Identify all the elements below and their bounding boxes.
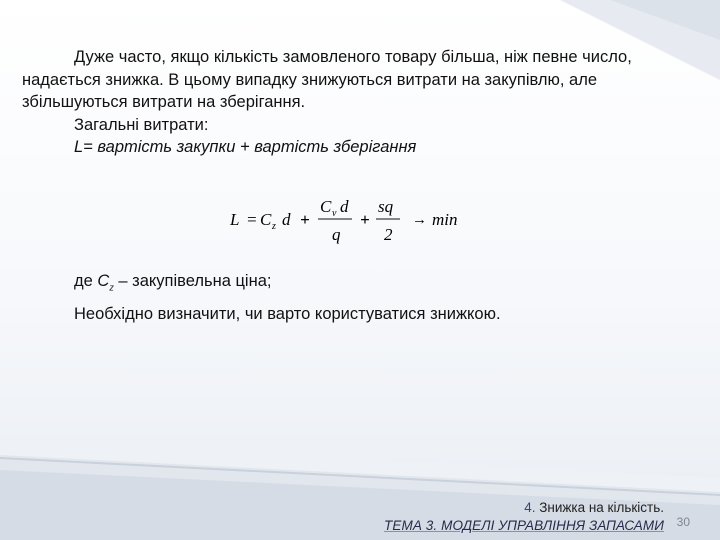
footer-section-title: Знижка на кількість. (535, 500, 664, 515)
formula-frac2-den: 2 (384, 225, 393, 244)
footer-section (524, 500, 664, 515)
paragraph-task: Необхідно визначити, чи варто користуватися знижкою. (74, 305, 501, 324)
formula-target: min (432, 210, 458, 229)
footer-section-number: 4. (524, 500, 536, 515)
formula-text: L= вартість закупки + вартість зберігання (74, 138, 417, 156)
formula-eq: = (246, 210, 258, 229)
variable-note (74, 268, 674, 301)
after-formula-block (74, 268, 674, 328)
page-number: 30 (676, 515, 690, 529)
note-variable-subscript: z (109, 282, 114, 293)
formula-plus-2: + (360, 210, 370, 229)
formula-frac1-den: q (332, 225, 341, 244)
formula-svg (226, 192, 486, 250)
paragraph-intro: Дуже часто, якщо кількість замовленого товару більша, ніж певне число, надається знижка. В цьому випадку знижуються витрати на закупівлю, але збільшуються витрати на зберігання. (22, 48, 632, 111)
formula-frac2-num: sq (378, 197, 394, 216)
formula-term1-d: d (282, 210, 291, 229)
cost-formula (226, 192, 486, 250)
formula-frac1-num-sub: v (332, 208, 337, 219)
formula-arrow: → (412, 212, 427, 228)
note-prefix: де (74, 272, 98, 290)
formula-term1-c: C (260, 210, 272, 229)
formula-term1-sub: z (272, 221, 276, 232)
content-block (22, 46, 662, 159)
formula-frac1-num-d: d (340, 197, 349, 216)
formula-lhs: L (230, 210, 240, 229)
formula-frac1-num-c: C (320, 197, 332, 216)
note-variable: C (97, 272, 110, 290)
note-description: – закупівельна ціна; (113, 272, 272, 290)
footer-topic: ТЕМА 3. МОДЕЛІ УПРАВЛІННЯ ЗАПАСАМИ (384, 518, 664, 533)
paragraph-total-cost: Загальні витрати: (74, 115, 209, 134)
formula-plus-1: + (300, 210, 310, 229)
